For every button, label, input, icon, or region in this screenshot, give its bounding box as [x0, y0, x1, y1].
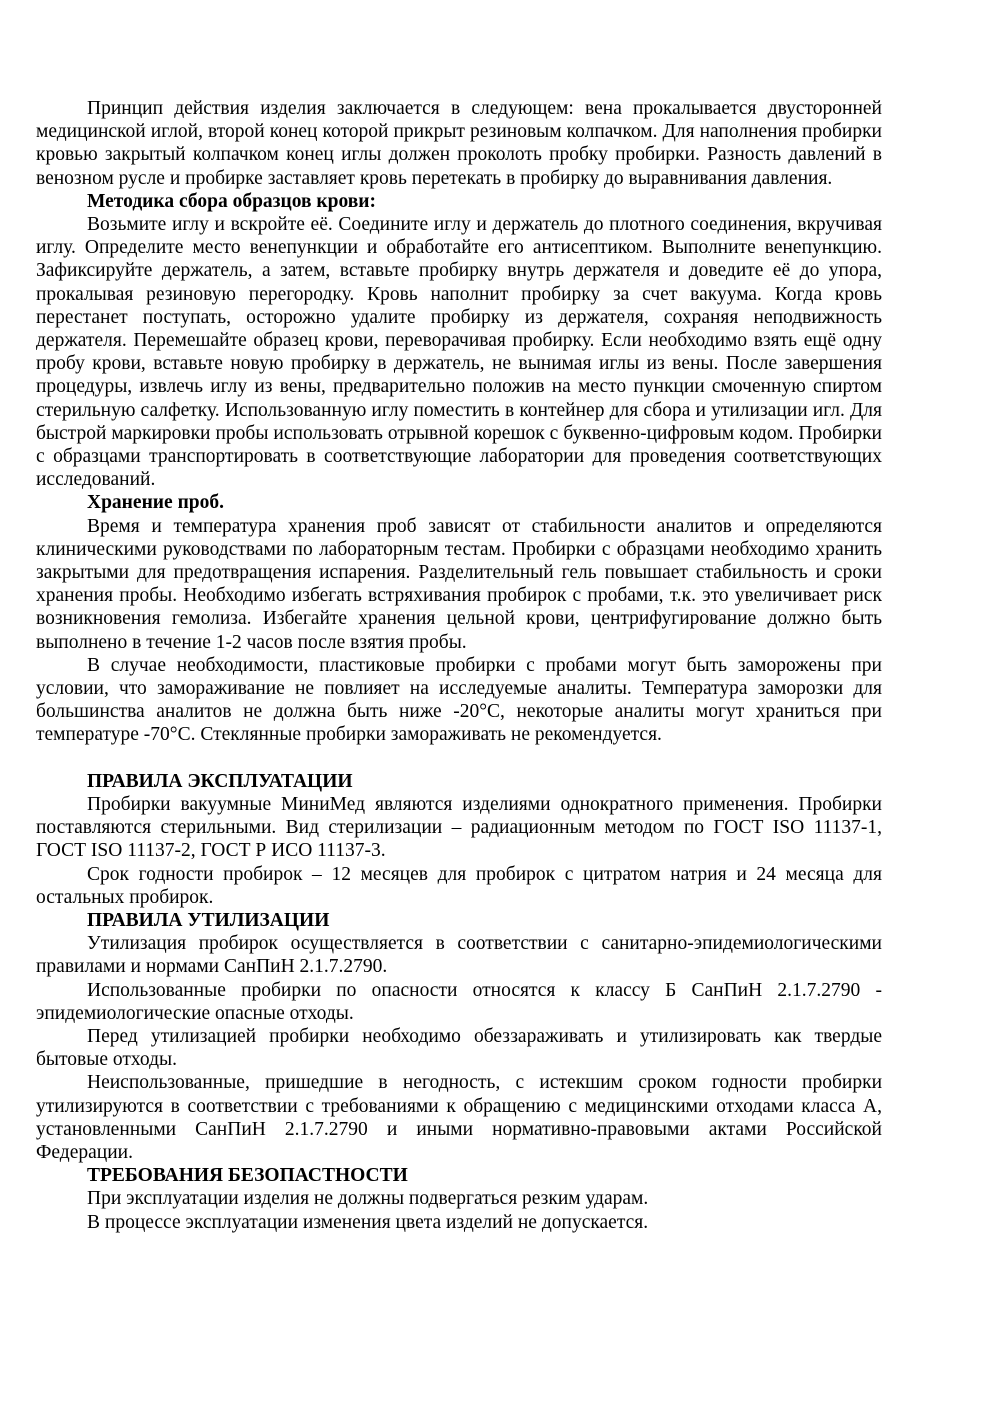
paragraph-storage-conditions: Время и температура хранения проб зависят от стабильности аналитов и определяются клиническими руководствами по лабораторным тестам. Пробирки с образцами необходимо хранить закрытыми для предотвращения испарения. Разделительный гель повышает стабильность и сроки хранения пробы. Необходимо избегать встряхивания пробирок с пробами, т.к. это увеличивает риск возникновения гемолиза. Избегайте хранения цельной крови, центрифугирование должно быть выполнено в течение 1-2 часов после взятия пробы. [36, 515, 882, 653]
paragraph-safety-impacts: При эксплуатации изделия не должны подвергаться резким ударам. [87, 1188, 649, 1210]
paragraph-disposal-class-b: Использованные пробирки по опасности относятся к классу Б СанПиН 2.1.7.2790 - эпидемиологические опасные отходы. [36, 979, 882, 1024]
paragraph-disposal-disinfection: Перед утилизацией пробирки необходимо обеззараживать и утилизировать как твердые бытовые отходы. [36, 1025, 882, 1071]
paragraph-disposal-sanpin: Утилизация пробирок осуществляется в соответствии с санитарно-эпидемиологическими правилами и нормами СанПиН 2.1.7.2790. [36, 933, 882, 978]
heading-blood-collection-method: Методика сбора образцов крови: [87, 190, 377, 212]
paragraph-collection-method: Возьмите иглу и вскройте её. Соедините иглу и держатель до плотного соединения, вкручивая иглу. Определите место венепункции и обработайте его антисептиком. Выполните венепункцию. Зафиксируйте держатель, а затем, вставьте пробирку внутрь держателя и доведите её до упора, прокалывая резиновую перегородку. Кровь наполнит пробирку за счет вакуума. Когда кровь перестанет поступать, осторожно удалите пробирку из держателя, сохраняя неподвижность держателя. Перемешайте образец крови, переворачивая пробирку. Если необходимо взять ещё одну пробу крови, вставьте новую пробирку в держатель, не вынимая иглы из вены. После завершения процедуры, извлечь иглу из вены, предварительно положив на место пункции смоченную спиртом стерильную салфетку. Использованную иглу поместить в контейнер для сбора и утилизации игл. Для быстрой маркировки пробы использовать отрывной корешок с буквенно-цифровым кодом. Пробирки с образцами транспортировать в соответствующие лаборатории для проведения соответствующих исследований. [36, 214, 882, 491]
paragraph-principle: Принцип действия изделия заключается в следующем: вена прокалывается двусторонней медицинской иглой, второй конец которой прикрыт резиновым колпачком. Для наполнения пробирки кровью закрытый колпачком конец иглы должен проколоть пробку пробирки. Разность давлений в венозном русле и пробирке заставляет кровь перетекать в пробирку до выравнивания давления. [36, 98, 882, 189]
heading-disposal-rules: ПРАВИЛА УТИЛИЗАЦИИ [87, 909, 330, 931]
paragraph-operation-sterilization: Пробирки вакуумные МиниМед являются изделиями однократного применения. Пробирки поставляются стерильными. Вид стерилизации – радиационным методом по ГОСТ ISO 11137-1, ГОСТ ISO 11137-2, ГОСТ Р ИСО 11137-3. [36, 793, 882, 862]
paragraph-safety-color-change: В процессе эксплуатации изменения цвета изделий не допускается. [87, 1211, 649, 1233]
paragraph-storage-freezing: В случае необходимости, пластиковые пробирки с пробами могут быть заморожены при условии, что замораживание не повлияет на исследуемые аналиты. Температура заморозки для большинства аналитов не должна быть ниже -20°С, некоторые аналиты могут храниться при температуре -70°С. Стеклянные пробирки замораживать не рекомендуется. [36, 654, 882, 746]
paragraph-disposal-unused: Неиспользованные, пришедшие в негодность, с истекшим сроком годности пробирки утилизируются в соответствии с требованиями к обращению с медицинскими отходами класса А, установленными СанПиН 2.1.7.2790 и иными нормативно-правовыми актами Российской Федерации. [36, 1072, 882, 1163]
paragraph-operation-shelf-life: Срок годности пробирок – 12 месяцев для пробирок с цитратом натрия и 24 месяца для остальных пробирок. [36, 863, 882, 908]
heading-safety-requirements: ТРЕБОВАНИЯ БЕЗОПАСТНОСТИ [87, 1165, 408, 1187]
heading-sample-storage: Хранение проб. [87, 492, 225, 514]
heading-operation-rules: ПРАВИЛА ЭКСПЛУАТАЦИИ [87, 770, 353, 792]
